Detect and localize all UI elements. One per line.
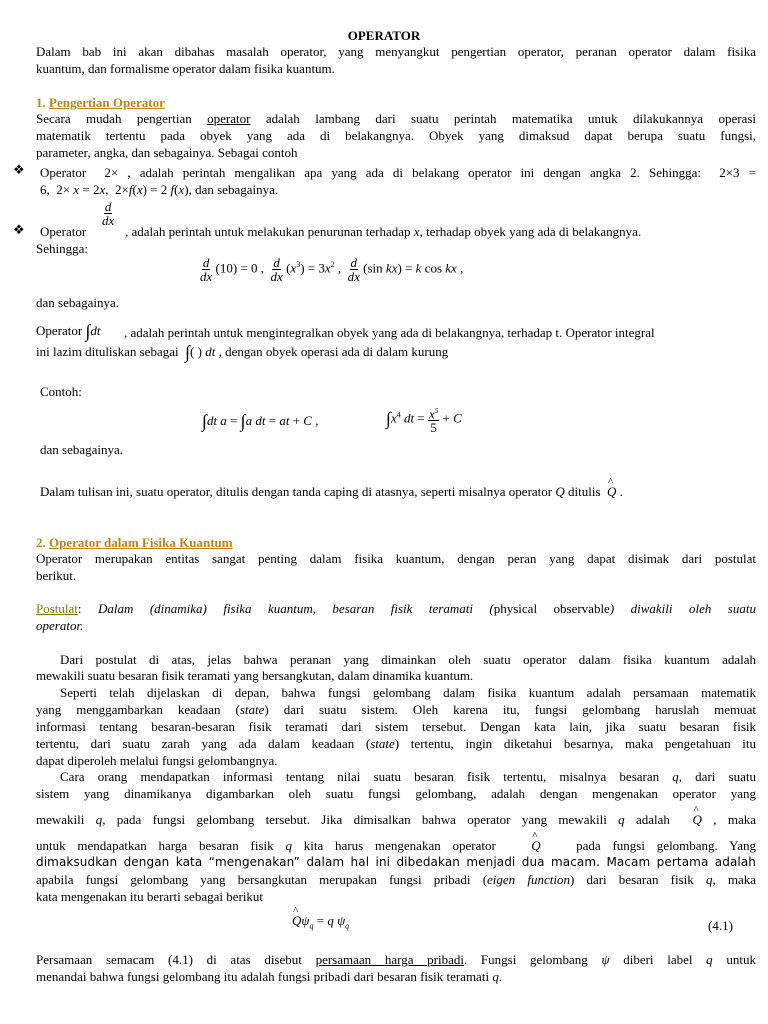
s2-p3-line-1: Seperti telah dijelaskan di depan, bahwa fungsi gelombang dalam fisika kuantum adalah persamaan matematik	[60, 685, 756, 700]
intro-line-2: kuantum, dan formalisme operator dalam fisika kuantum.	[36, 61, 335, 76]
diamond-bullet-icon: ❖	[13, 162, 25, 177]
section-1-heading-link[interactable]: Pengertian Operator	[49, 95, 165, 110]
integral-op-line-1: Operator ∫dt	[36, 321, 101, 341]
equation-4-1: ^ $Q\psi_q = q$ $\psi_q$	[292, 913, 349, 934]
derivative-equation: $\frac{d}{dx}$ (10) = 0 , $\frac{d}{dx}$ $(x^3) = 3x^2$ , $\frac{d}{dx}$ (sin kx) = k cos kx ,	[200, 255, 464, 284]
s2-p3-line-5: dapat diperoleh melalui fungsi gelombangnya.	[36, 753, 278, 768]
sehingga-label: Sehingga:	[36, 241, 88, 256]
s1-p1-line-3: parameter, angka, dan sebagainya. Sebagai contoh	[36, 145, 298, 160]
s1-p1-line-1: Secara mudah pengertian operator adalah lambang dari suatu perintah matematika untuk dilakukannya operasi	[36, 111, 756, 126]
dan-sebagainya-2: dan sebagainya.	[40, 442, 124, 457]
equation-4-1-number: (4.1)	[708, 918, 733, 933]
bullet-1-line-1: Operator 2× , adalah perintah mengalikan apa yang ada di belakang operator ini dengan angka 2. Sehingga: 2×3 =	[40, 165, 756, 180]
contoh-label: Contoh:	[40, 384, 82, 399]
q-hat-symbol: ^ Q	[607, 484, 616, 499]
s2-p1-line-2: berikut.	[36, 568, 77, 583]
section-2-heading: 2. Operator dalam Fisika Kuantum	[36, 535, 233, 550]
caping-sentence: Dalam tulisan ini, suatu operator, ditulis dengan tanda caping di atasnya, seperti misalnya operator Q ditulis ^ Q .	[40, 484, 623, 499]
diamond-bullet-icon: ❖	[13, 222, 25, 237]
postulat-line-2: operator.	[36, 618, 84, 633]
integral-op-line-1b: , adalah perintah untuk mengintegralkan obyek yang ada di belakangnya, terhadap t. Operator integral	[124, 325, 655, 340]
s2-p4-line-7: kata mengenakan itu berarti sebagai berikut	[36, 889, 264, 904]
bullet-2-label: Operator	[40, 224, 87, 239]
section-1-heading: 1. Pengertian Operator	[36, 95, 165, 110]
s2-p4-line-3: mewakili q, pada fungsi gelombang tersebut. Jika dimisalkan bahwa operator yang mewakili q adalah ^ Q , maka	[36, 812, 756, 827]
integral-op-line-2: ini lazim dituliskan sebagai ∫( ) dt , dengan obyek operasi ada di dalam kurung	[36, 342, 449, 362]
postulat-link[interactable]: Postulat	[36, 601, 78, 616]
page-title: OPERATOR	[347, 28, 421, 43]
s2-p4-line-6: apabila fungsi gelombang yang bersangkutan merupakan fungsi pribadi (eigen function) dari besaran fisik q, maka	[36, 872, 756, 887]
s1-p1-line-2: matematik tertentu pada obyek yang ada di belakangnya. Obyek yang dimaksud dapat berupa suatu fungsi,	[36, 128, 756, 143]
s2-p2-line-1: Dari postulat di atas, jelas bahwa peranan yang dimainkan oleh suatu operator dalam fisika kuantum adalah	[60, 652, 756, 667]
ddx-operator: $\frac{d}{dx}$	[102, 199, 115, 228]
s2-p4-line-5: dimaksudkan dengan kata “mengenakan” dalam hal ini dibedakan menjadi dua macam. Macam pertama adalah	[36, 855, 756, 869]
s2-p4-line-1: Cara orang mendapatkan informasi tentang nilai suatu besaran fisik tertentu, misalnya besaran q, dari suatu	[60, 769, 756, 784]
s2-p3-line-2: yang menggambarkan keadaan (state) dari suatu sistem. Oleh karena itu, fungsi gelombang haruslah memuat	[36, 702, 756, 717]
postulat-line-1: Postulat: Dalam (dinamika) fisika kuantum, besaran fisik teramati (physical observable) diwakili oleh suatu	[36, 601, 756, 616]
s2-p1-line-1: Operator merupakan entitas sangat penting dalam fisika kuantum, dengan peran yang dapat disimak dari postulat	[36, 551, 756, 566]
dan-sebagainya-1: dan sebagainya.	[36, 295, 120, 310]
integral-equation-1: ∫dt a = ∫a dt = at + C ,	[202, 411, 319, 431]
section-2-heading-link[interactable]: Operator dalam Fisika Kuantum	[49, 535, 233, 550]
s2-p2-line-2: mewakili suatu besaran fisik teramati yang bersangkutan, dalam dinamika kuantum.	[36, 668, 474, 683]
s2-p5-line-1: Persamaan semacam (4.1) di atas disebut persamaan harga pribadi. Fungsi gelombang ψ diberi label q untuk	[36, 952, 756, 967]
s2-p4-line-4: untuk mendapatkan harga besaran fisik q kita harus mengenakan operator ^ Q pada fungsi gelombang. Yang	[36, 838, 756, 853]
s2-p4-line-2: sistem yang dinamikanya digambarkan oleh suatu fungsi gelombang, adalah dengan mengenakan operator yang	[36, 786, 756, 801]
s2-p3-line-4: tertentu, dari suatu zarah yang ada dalam keadaan (state) tertentu, ingin diketahui besarnya, maka pengetahuan itu	[36, 736, 757, 751]
integral-equation-2: $\int x^4$ dt = $\frac{x^5}{5}$ + C	[386, 406, 462, 436]
bullet-2-text: , adalah perintah untuk melakukan penurunan terhadap x, terhadap obyek yang ada di belakangnya.	[125, 224, 642, 239]
bullet-1-line-2: 6, 2× x = 2x, 2×f(x) = 2 f(x), dan sebagainya.	[40, 182, 279, 197]
s2-p3-line-3: informasi tentang besaran-besaran fisik teramati dari sistem tersebut. Dengan kata lain, jika suatu besaran fisik	[36, 719, 756, 734]
intro-line-1: Dalam bab ini akan dibahas masalah operator, yang menyangkut pengertian operator, peranan operator dalam fisika	[36, 44, 756, 59]
s2-p5-line-2: menandai bahwa fungsi gelombang itu adalah fungsi pribadi dari besaran fisik teramati q.	[36, 969, 503, 984]
